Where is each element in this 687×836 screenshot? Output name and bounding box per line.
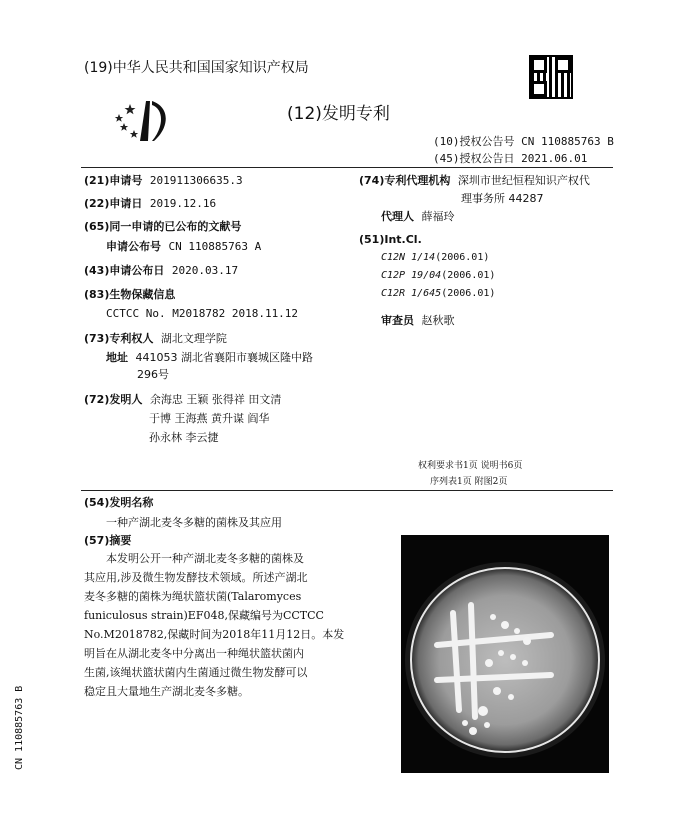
inventors-line2: 于博 王海燕 黄升谋 阎华 <box>149 412 270 425</box>
ipc-version: (2006.01) <box>435 252 490 263</box>
inventors-line3: 孙永林 李云捷 <box>149 431 219 444</box>
invention-title: 一种产湖北麦冬多糖的菌株及其应用 <box>106 516 282 529</box>
prior-publication-label: (65)同一申请的已公布的文献号 <box>84 220 242 233</box>
agent: 薛福玲 <box>421 210 455 223</box>
ipc-version: (2006.01) <box>441 270 496 281</box>
deposit-info: CCTCC No. M2018782 2018.11.12 <box>106 307 299 320</box>
address-label: 地址 <box>106 351 128 364</box>
examiner: 赵秋歌 <box>421 314 455 327</box>
agent-row <box>381 208 455 224</box>
address-line2: 296号 <box>137 368 169 381</box>
ipc-row <box>381 252 489 263</box>
application-date: 2019.12.16 <box>149 197 217 210</box>
abstract-line: funiculosus strain)EF048,保藏编号为CCTCC <box>84 609 324 622</box>
inventors-row <box>84 391 281 407</box>
agency-label: (74)专利代理机构 <box>359 174 451 187</box>
application-number: 201911306635.3 <box>149 174 243 187</box>
page-counts-line1: 权利要求书1页 说明书6页 <box>418 461 523 471</box>
abstract-line: 明旨在从湖北麦冬中分离出一种绳状篮状菌内 <box>84 647 304 660</box>
publication-date-label: (43)申请公布日 <box>84 264 165 277</box>
invention-title-label: (54)发明名称 <box>84 496 154 509</box>
deposit-label: (83)生物保藏信息 <box>84 288 176 301</box>
intcl-label: (51)Int.Cl. <box>359 233 422 246</box>
patentee-row <box>84 330 227 346</box>
cnipa-logo <box>112 97 178 145</box>
abstract-line: 本发明公开一种产湖北麦冬多糖的菌株及 <box>106 552 304 565</box>
abstract-line: 稳定且大量地生产湖北麦冬多糖。 <box>84 685 249 698</box>
grant-publication-date: (45)授权公告日 2021.06.01 <box>433 152 588 165</box>
abstract-line: 麦冬多糖的菌株为绳状篮状菌(Talaromyces <box>84 590 302 603</box>
application-number-label: (21)申请号 <box>84 174 143 187</box>
address-line1: 441053 湖北省襄阳市襄城区隆中路 <box>135 351 313 364</box>
abstract-line: 其应用,涉及微生物发酵技术领域。所述产湖北 <box>84 571 308 584</box>
ipc-code: C12P 19/04 <box>381 270 442 281</box>
agent-label: 代理人 <box>381 210 414 223</box>
ipc-code: C12N 1/14 <box>381 252 436 263</box>
prior-publication-number: CN 110885763 A <box>168 240 262 253</box>
patentee: 湖北文理学院 <box>160 332 227 345</box>
patentee-label: (73)专利权人 <box>84 332 154 345</box>
inventors-label: (72)发明人 <box>84 393 143 406</box>
ipc-row <box>381 270 495 281</box>
application-number-row <box>84 172 243 188</box>
grant-publication-number: (10)授权公告号 CN 110885763 B <box>433 135 614 148</box>
inventors-line1: 余海忠 王颖 张得祥 田文清 <box>149 393 282 406</box>
petri-dish-photo <box>401 535 609 773</box>
issuing-office: (19)中华人民共和国国家知识产权局 <box>84 60 309 76</box>
prior-publication-number-label: 申请公布号 <box>106 240 161 253</box>
ipc-code: C12R 1/645 <box>381 288 442 299</box>
agency-line2: 理事务所 44287 <box>461 192 544 205</box>
abstract-line: 生菌,该绳状篮状菌内生菌通过微生物发酵可以 <box>84 666 308 679</box>
side-document-code: CN 110885763 B <box>14 685 25 770</box>
prior-publication-row <box>106 238 261 254</box>
publication-date-row <box>84 262 238 278</box>
examiner-row <box>381 312 455 328</box>
header-divider <box>81 167 613 168</box>
section-divider <box>81 490 613 491</box>
address-row <box>106 349 313 365</box>
abstract-label: (57)摘要 <box>84 534 132 547</box>
examiner-label: 审查员 <box>381 314 414 327</box>
ipc-row <box>381 288 495 299</box>
application-date-label: (22)申请日 <box>84 197 143 210</box>
abstract-line: No.M2018782,保藏时间为2018年11月12日。本发 <box>84 628 345 641</box>
application-date-row <box>84 195 216 211</box>
agency-line1: 深圳市世纪恒程知识产权代 <box>457 174 590 187</box>
qr-code <box>529 55 573 99</box>
page-counts-line2: 序列表1页 附图2页 <box>430 477 508 487</box>
publication-date: 2020.03.17 <box>171 264 239 277</box>
document-type: (12)发明专利 <box>287 104 390 124</box>
ipc-version: (2006.01) <box>441 288 496 299</box>
agency-row <box>359 172 590 188</box>
